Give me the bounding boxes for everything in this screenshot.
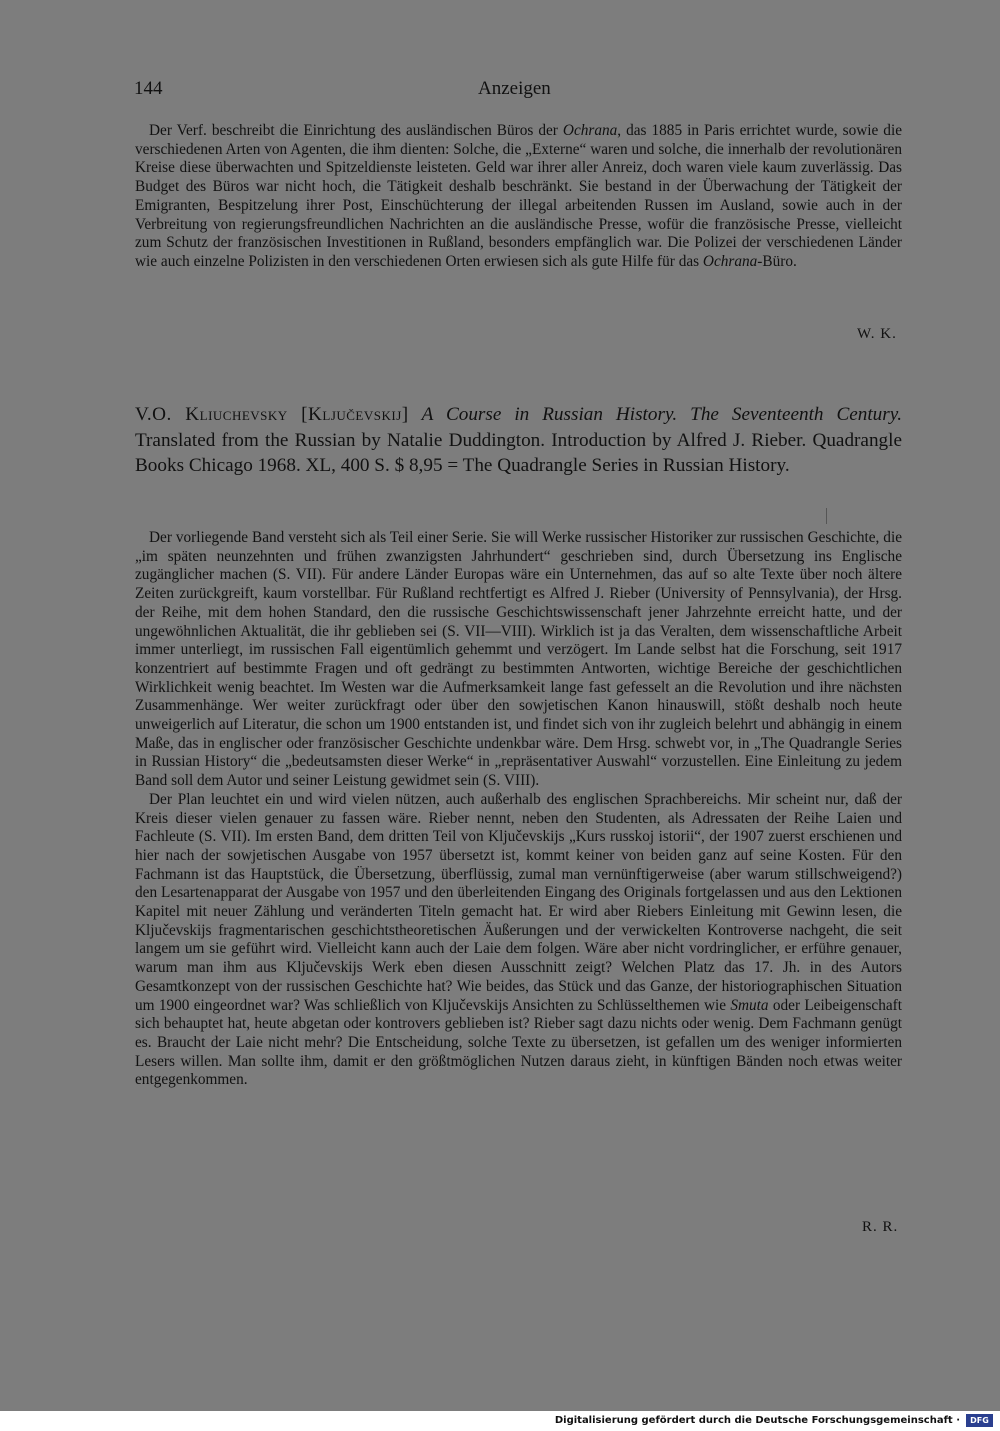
running-title: Anzeigen bbox=[478, 78, 551, 99]
text-run: Der Verf. beschreibt die Einrichtung des ausländischen Büros der bbox=[149, 122, 563, 139]
review-1-signature: W. K. bbox=[857, 326, 897, 342]
scan-mark bbox=[826, 508, 827, 524]
text-run: oder Leibeigenschaft sich behauptet hat, heute abgetan oder kontrovers geblieben ist? Rieber sagt dazu nichts oder wenig. Dem Fachmann genügt es. Braucht der Laie nicht mehr? Die Entscheidung, solche Texte zu übersetzen, ist gefallen um des weniger informierten Lesers willen. Man sollte ihm, damit er den größtmöglichen Nutzen daraus zieht, in künftigen Bänden noch etwas weiter entgegenkommen. bbox=[135, 996, 903, 1089]
review-1-text bbox=[135, 122, 902, 272]
italic-term: Ochrana bbox=[702, 252, 758, 270]
review-2-paragraph-2 bbox=[135, 791, 902, 1090]
review-1-paragraph bbox=[135, 122, 902, 272]
book-details: Translated from the Russian by Natalie Duddington. Introduction by Alfred J. Rieber. Quadrangle Books Chicago 1968. XL, 400 S. $ 8,95 = The Quadrangle Series in Russian History. bbox=[135, 429, 902, 476]
italic-term: Smuta bbox=[730, 996, 769, 1014]
text-run: Der Plan leuchtet ein und wird vielen nützen, auch außerhalb des englischen Sprachbereichs. Mir scheint nur, daß der Kreis dieser vielen genauer zu fassen wäre. Rieber nennt, neben den Studenten, als Adressaten der Reihe Laien und Fachleute (S. VII). Im ersten Band, dem dritten Teil von Ključevskijs „Kurs russkoj istorii“, der 1907 zuerst erschienen und hier nach der sowjetischen Ausgabe von 1957 übersetzt ist, kommt keiner von beiden ganz auf seine Kosten. Für den Fachmann ist das Hauptstück, die Übersetzung, überflüssig, zumal man vernünftigerweise (aber warum stillschweigend?) den Lesartenapparat der Ausgabe von 1957 und den überleitenden Eingang des Originals fortgelassen und aus den Lektionen Kapitel mit neuer Zählung und veränderten Titeln gemacht hat. Er wird aber Riebers Einleitung mit Gewinn lesen, die Ključevskijs fragmentarischen geschichtstheoretischen Äußerungen und der verwickelten Kontroverse nachgeht, die seit langem um sie geführt wird. Vielleicht kann auch der Laie dem folgen. Wäre aber nicht vordringlicher, er erführe genauer, warum man ihm aus Ključevskijs Werk eben diesen Ausschnitt zeigt? Welchen Platz das 17. Jh. in des Autors Gesamtkonzept von der russischen Geschichte hat? Wie beides, das Stück und das Ganze, der historiographischen Situation um 1900 eingeordnet war? Was schließlich von Ključevskijs Ansichten zu Schlüsselthemen wie bbox=[135, 790, 902, 1014]
book-title: A Course in Russian History. The Seventeenth Century. bbox=[421, 404, 902, 425]
review-2-paragraph-1: Der vorliegende Band versteht sich als Teil einer Serie. Sie will Werke russischer Historiker zur russischen Geschichte, die „im späten neunzehnten und frühen zwanzigsten Jahrhundert“ geschrieben sind, durch Übersetzung ins Englische zugänglicher machen (S. VII). Für andere Länder Europas wäre ein Unternehmen, das auf so alte Texte über noch ältere Zeiten zurückgreift, kaum vorstellbar. Für Rußland rechtfertigt es Alfred J. Rieber (University of Pennsylvania), der Hrsg. der Reihe, mit dem hohen Standard, den die russische Geschichtswissenschaft jener Jahrzehnte erreicht hatte, und der ungewöhnlichen Aktualität, die ihr geblieben sei (S. VII—VIII). Wirklich ist ja das Veralten, dem wissenschaftliche Arbeit immer unterliegt, im russischen Fall eigentümlich gehemmt und verzögert. Im Lande selbst hat die Forschung, seit 1917 konzentriert auf bestimmte Fragen und oft gedrängt zu bestimmten Antworten, wichtige Bereiche der geschichtlichen Wirklichkeit wenig beachtet. Im Westen war die Aufmerksamkeit lange fast gefesselt an die Revolution und ihre nächsten Zusammenhänge. Wer weiter zurückfragt oder über den sowjetischen Kanon hinauswill, stößt deshalb noch heute unweigerlich auf Literatur, die schon um 1900 entstanden ist, und findet sich von ihr zugleich belehrt und abhängig in einem Maße, das in englischer oder französischer Geschichte undenkbar wäre. Dem Hrsg. schwebt vor, in „The Quadrangle Series in Russian History“ die „bedeutsamsten dieser Werke“ in „repräsentativer Auswahl“ vorzustellen. Eine Einleitung zu jedem Band soll dem Autor und seiner Leistung gewidmet sein (S. VIII). bbox=[135, 529, 902, 790]
page-number: 144 bbox=[134, 78, 163, 99]
text-run: , das 1885 in Paris errichtet wurde, sowie die verschiedenen Arten von Agenten, die ihm dienten: Solche, die „Externe“ waren und solche, die innerhalb der revolutionären Kreise diese überwachten und Spitzeldienste leisteten. Geld war ihrer aller Anreiz, doch waren viele kaum zuverlässig. Das Budget des Büros war nicht hoch, die Tätigkeit deshalb beschränkt. Sie bestand in der Überwachung der Tätigkeit der Emigranten, Bespitzelung ihrer Post, Einschüchterung der illegal arbeitenden Russen im Ausland, sowie auch in der Verbreitung von regierungsfreundlichen Nachrichten an die ausländische Presse, wofür die französische Presse, vielleicht zum Schutz der französischen Investitionen in Rußland, besonders empfänglich war. Die Polizei der verschiedenen Länder wie auch einzelne Polizisten in den verschiedenen Orten erwiesen sich als gute Hilfe für das bbox=[135, 122, 902, 270]
review-2-signature: R. R. bbox=[862, 1219, 899, 1235]
review-2-text bbox=[135, 529, 902, 1090]
review-2-title bbox=[135, 402, 902, 479]
text-run: -Büro. bbox=[757, 252, 797, 270]
dfg-logo-icon: DFG bbox=[966, 1414, 993, 1427]
footer-credit: Digitalisierung gefördert durch die Deutsche Forschungsgemeinschaft · bbox=[554, 1415, 960, 1426]
footer-bar bbox=[0, 1411, 1000, 1431]
italic-term: Ochrana bbox=[562, 122, 618, 139]
book-author: V.O. Kliuchevsky [Ključevskij] bbox=[135, 404, 409, 425]
